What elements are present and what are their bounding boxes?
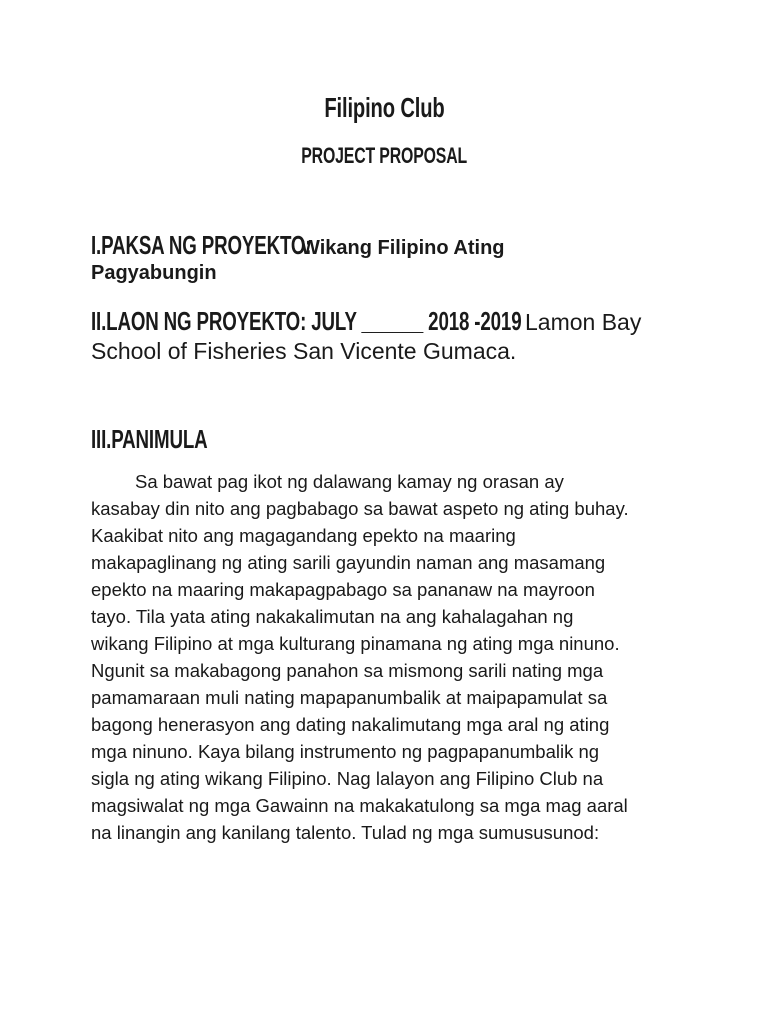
paragraph-line: makapaglinang ng ating sarili gayundin naman ang masamang [91, 552, 606, 573]
paragraph-line: sigla ng ating wikang Filipino. Nag lalayon ang Filipino Club na [91, 768, 604, 789]
section-laon-value-continued: School of Fisheries San Vicente Gumaca. [91, 338, 517, 364]
section-paksa-value-continued: Pagyabungin [91, 262, 217, 284]
paragraph-line: Ngunit sa makabagong panahon sa mismong sarili nating mga [91, 660, 604, 681]
section-panimula-label: III.PANIMULA [91, 424, 208, 454]
club-title-row [0, 92, 768, 124]
paragraph-line: Kaakibat nito ang magagandang epekto na maaring [91, 525, 516, 546]
paragraph-line: mga ninuno. Kaya bilang instrumento ng pagpapanumbalik ng [91, 741, 600, 762]
section-laon-continuation [91, 338, 516, 365]
proposal-title: PROJECT PROPOSAL [301, 143, 467, 168]
paragraph-line: pamamaraan muli nating mapapanumbalik at maipapamulat sa [91, 687, 608, 708]
paragraph-line: kasabay din nito ang pagbabago sa bawat aspeto ng ating buhay. [91, 498, 629, 519]
section-laon-label: II.LAON NG PROYEKTO: JULY ______ 2018 -2019 [91, 306, 522, 336]
paragraph-line: wikang Filipino at mga kulturang pinamana ng ating mga ninuno. [91, 633, 620, 654]
paragraph-line: Sa bawat pag ikot ng dalawang kamay ng orasan ay [135, 471, 564, 492]
paragraph-line: epekto na maaring makapagpabago sa pananaw na mayroon [91, 579, 595, 600]
club-title: Filipino Club [323, 92, 445, 123]
section-paksa-line [91, 230, 505, 261]
paragraph-line: bagong henerasyon ang dating nakalimutang mga aral ng ating [91, 714, 610, 735]
section-panimula-heading [91, 424, 253, 455]
paragraph-line: magsiwalat ng mga Gawainn na makakatulong sa mga mag aaral [91, 795, 628, 816]
panimula-paragraph [91, 468, 711, 846]
section-laon-value: Lamon Bay [525, 309, 642, 335]
section-laon-line [91, 306, 641, 337]
section-paksa-label: I.PAKSA NG PROYEKTO: [91, 230, 312, 260]
section-paksa-value: Wikang Filipino Ating [301, 237, 505, 259]
paragraph-line: tayo. Tila yata ating nakakalimutan na ang kahalagahan ng [91, 606, 574, 627]
section-paksa-continuation [91, 262, 217, 285]
proposal-title-row [0, 143, 768, 169]
paragraph-line: na linangin ang kanilang talento. Tulad ng mga sumususunod: [91, 822, 600, 843]
